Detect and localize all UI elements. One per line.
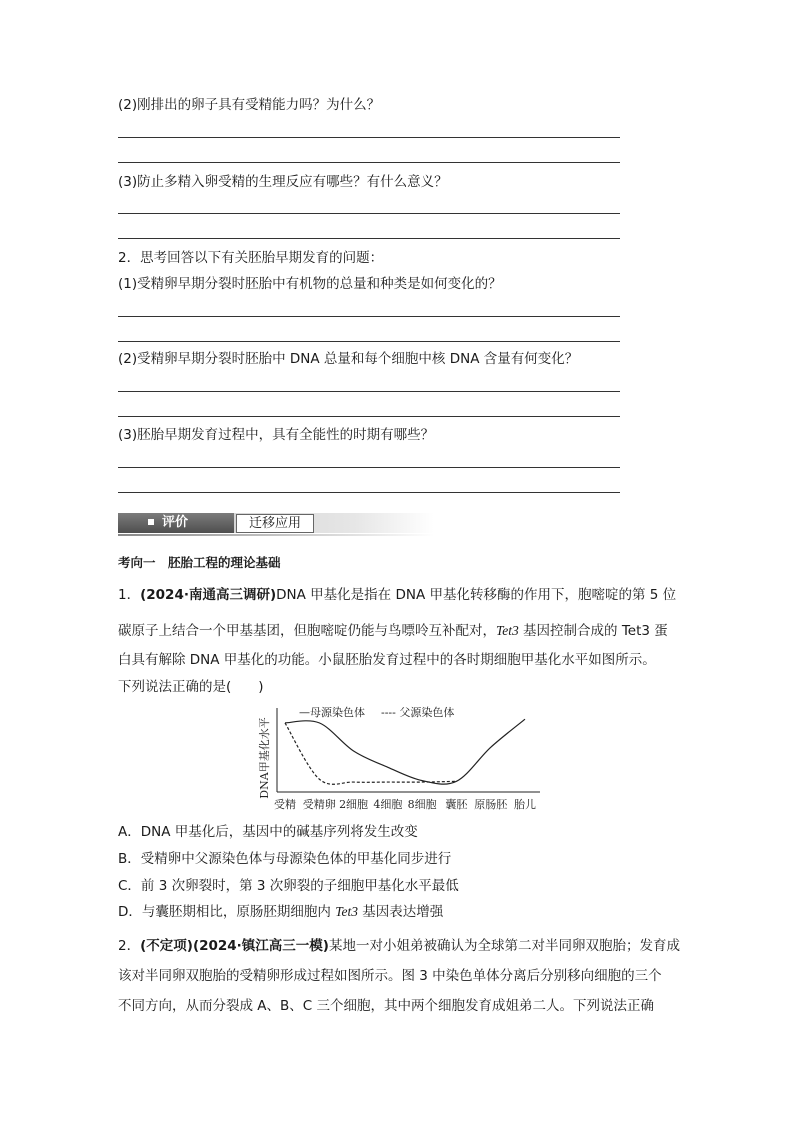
chart-ylabel: DNA甲基化水平 <box>258 717 271 799</box>
q1-line2 <box>118 622 668 640</box>
q2-line3: 不同方向，从而分裂成 A、B、C 三个细胞，其中两个细胞发育成姐弟二人。下列说法正确 <box>118 998 655 1014</box>
x-tick-label: 原肠胚 <box>474 798 508 811</box>
answer-line[interactable] <box>118 137 620 138</box>
q1-text: 碳原子上结合一个甲基基团，但胞嘧啶仍能与鸟嘌呤互补配对， <box>118 623 496 639</box>
answer-line[interactable] <box>118 416 620 417</box>
x-tick-label: 4细胞 <box>373 798 403 811</box>
x-tick-label: 8细胞 <box>407 798 437 811</box>
q1-text: 基因控制合成的 Tet3 蛋 <box>518 623 668 639</box>
legend-paternal: ---- 父源染色体 <box>381 706 455 719</box>
q2-line2: 该对半同卵双胞胎的受精卵形成过程如图所示。图 3 中染色单体分离后分别移向细胞的三个 <box>118 968 662 984</box>
answer-line[interactable] <box>118 492 620 493</box>
banner-title: 评价 <box>162 515 189 530</box>
q1-number: 1． <box>118 587 141 603</box>
answer-line[interactable] <box>118 238 620 239</box>
option-d[interactable] <box>118 903 443 921</box>
x-tick-label: 受精 <box>274 798 296 811</box>
option-c[interactable]: C．前 3 次卵裂时，第 3 次卵裂的子细胞甲基化水平最低 <box>118 878 459 894</box>
answer-line[interactable] <box>118 391 620 392</box>
section-banner <box>118 513 234 533</box>
question-2-2-1: (1)受精卵早期分裂时胚胎中有机物的总量和种类是如何变化的？ <box>118 276 502 292</box>
answer-line[interactable] <box>118 467 620 468</box>
question-2-intro: 2．思考回答以下有关胚胎早期发育的问题： <box>118 250 384 266</box>
q1-source: (2024·南通高三调研) <box>140 587 277 603</box>
option-d-text: D．与囊胚期相比，原肠胚期细胞内 <box>118 904 336 920</box>
series-line-maternal <box>285 719 525 784</box>
topic-heading: 考向一 胚胎工程的理论基础 <box>118 555 281 570</box>
question-2-1-2: (2)刚排出的卵子具有受精能力吗？为什么？ <box>118 97 381 113</box>
q1-line3: 白具有解除 DNA 甲基化的功能。小鼠胚胎发育过程中的各时期细胞甲基化水平如图所示。 <box>118 652 656 668</box>
q2-source: (2024·镇江高三一模) <box>192 938 329 954</box>
question-2-2-2: (2)受精卵早期分裂时胚胎中 DNA 总量和每个细胞中核 DNA 含量有何变化？ <box>118 351 579 367</box>
answer-line[interactable] <box>118 162 620 163</box>
x-tick-label: 囊胚 <box>445 798 468 811</box>
q2-line1 <box>118 937 680 955</box>
x-tick-label: 胎儿 <box>514 798 536 811</box>
q1-line4: 下列说法正确的是( ) <box>118 679 264 695</box>
gene-name: Tet3 <box>335 904 358 919</box>
question-2-1-3: (3)防止多精入卵受精的生理反应有哪些？有什么意义？ <box>118 174 448 190</box>
legend-maternal: —母源染色体 <box>299 706 365 719</box>
banner-subtitle: 迁移应用 <box>236 514 314 533</box>
q1-text: DNA 甲基化是指在 DNA 甲基化转移酶的作用下，胞嘧啶的第 5 位 <box>276 587 677 603</box>
answer-line[interactable] <box>118 213 620 214</box>
methylation-chart <box>255 700 545 815</box>
x-tick-label: 2细胞 <box>339 798 369 811</box>
answer-line[interactable] <box>118 316 620 317</box>
option-b[interactable]: B．受精卵中父源染色体与母源染色体的甲基化同步进行 <box>118 851 452 867</box>
question-2-2-3: (3)胚胎早期发育过程中，具有全能性的时期有哪些？ <box>118 427 435 443</box>
answer-line[interactable] <box>118 341 620 342</box>
option-d-text: 基因表达增强 <box>357 904 444 920</box>
option-a[interactable]: A．DNA 甲基化后，基因中的碱基序列将发生改变 <box>118 824 418 840</box>
q2-tag: (不定项) <box>140 938 193 954</box>
q2-number: 2． <box>118 938 141 954</box>
x-tick-label: 受精卵 <box>302 798 336 811</box>
series-line-paternal <box>285 723 456 784</box>
gene-name: Tet3 <box>496 623 519 638</box>
q1-line1 <box>118 586 676 604</box>
banner-rule <box>118 534 434 536</box>
q2-text: 某地一对小姐弟被确认为全球第二对半同卵双胞胎；发育成 <box>328 938 680 954</box>
square-icon <box>148 519 154 525</box>
